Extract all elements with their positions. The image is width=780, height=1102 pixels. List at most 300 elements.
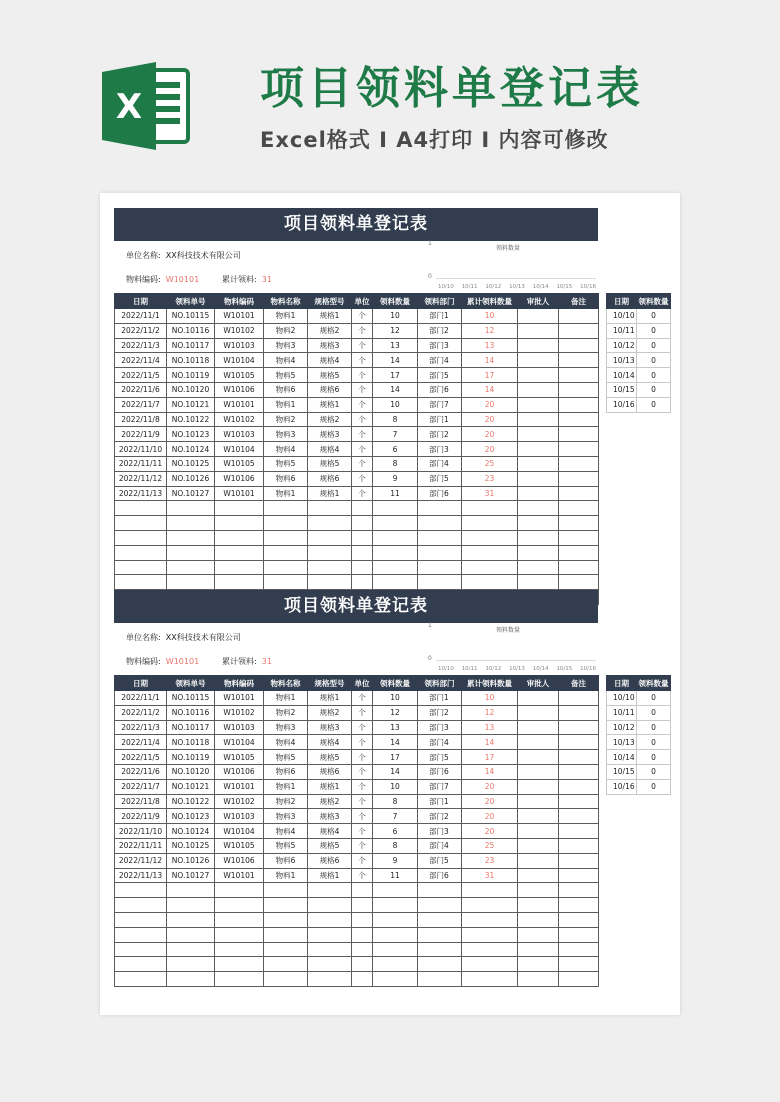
empty-cell[interactable] <box>167 516 215 531</box>
cell-quantity[interactable]: 8 <box>373 412 418 427</box>
cell-remark[interactable] <box>559 824 599 839</box>
empty-cell[interactable] <box>167 972 215 987</box>
cell-unit[interactable]: 个 <box>352 764 373 779</box>
cell-material-code[interactable]: W10105 <box>215 750 264 765</box>
cell-date[interactable]: 2022/11/6 <box>115 382 167 397</box>
cell-order-no[interactable]: NO.10119 <box>167 750 215 765</box>
cell-spec[interactable]: 规格3 <box>308 720 352 735</box>
empty-cell[interactable] <box>462 575 518 590</box>
cell-remark[interactable] <box>559 794 599 809</box>
empty-cell[interactable] <box>373 545 418 560</box>
empty-cell[interactable] <box>352 972 373 987</box>
cell-material-name[interactable]: 物料1 <box>264 486 308 501</box>
cell-spec[interactable]: 规格1 <box>308 779 352 794</box>
cell-spec[interactable]: 规格4 <box>308 824 352 839</box>
cell-unit[interactable]: 个 <box>352 323 373 338</box>
cell-department[interactable]: 部门2 <box>418 323 462 338</box>
empty-cell[interactable] <box>559 530 599 545</box>
empty-cell[interactable] <box>559 516 599 531</box>
cell-order-no[interactable]: NO.10126 <box>167 471 215 486</box>
cell-unit[interactable]: 个 <box>352 368 373 383</box>
cell-quantity[interactable]: 8 <box>373 456 418 471</box>
cell-unit[interactable]: 个 <box>352 750 373 765</box>
cell-approver[interactable] <box>518 442 559 457</box>
empty-cell[interactable] <box>115 912 167 927</box>
empty-cell[interactable] <box>559 942 599 957</box>
cell-approver[interactable] <box>518 427 559 442</box>
empty-cell[interactable] <box>167 898 215 913</box>
cell-material-code[interactable]: W10103 <box>215 338 264 353</box>
empty-cell[interactable] <box>518 516 559 531</box>
cell-spec[interactable]: 规格5 <box>308 838 352 853</box>
cell-department[interactable]: 部门6 <box>418 868 462 883</box>
cell-material-name[interactable]: 物料3 <box>264 720 308 735</box>
empty-cell[interactable] <box>308 957 352 972</box>
empty-cell[interactable] <box>373 898 418 913</box>
cell-remark[interactable] <box>559 809 599 824</box>
empty-cell[interactable] <box>418 575 462 590</box>
empty-cell[interactable] <box>462 942 518 957</box>
cell-material-name[interactable]: 物料5 <box>264 456 308 471</box>
cell-quantity[interactable]: 7 <box>373 427 418 442</box>
cell-material-code[interactable]: W10101 <box>215 397 264 412</box>
cell-unit[interactable]: 个 <box>352 809 373 824</box>
cell-quantity[interactable]: 11 <box>373 868 418 883</box>
cell-date[interactable]: 2022/11/12 <box>115 853 167 868</box>
empty-cell[interactable] <box>352 942 373 957</box>
empty-cell[interactable] <box>115 927 167 942</box>
cell-quantity[interactable]: 17 <box>373 750 418 765</box>
cell-cumulative-quantity[interactable]: 12 <box>462 323 518 338</box>
cell-quantity[interactable]: 8 <box>373 794 418 809</box>
empty-cell[interactable] <box>373 927 418 942</box>
cell-quantity[interactable]: 17 <box>373 368 418 383</box>
cell-material-code[interactable]: W10106 <box>215 382 264 397</box>
cell-department[interactable]: 部门7 <box>418 779 462 794</box>
cell-order-no[interactable]: NO.10123 <box>167 427 215 442</box>
cell-spec[interactable]: 规格2 <box>308 323 352 338</box>
cell-material-name[interactable]: 物料4 <box>264 824 308 839</box>
cell-order-no[interactable]: NO.10124 <box>167 824 215 839</box>
empty-cell[interactable] <box>559 972 599 987</box>
cell-material-code[interactable]: W10101 <box>215 486 264 501</box>
cell-department[interactable]: 部门3 <box>418 338 462 353</box>
empty-cell[interactable] <box>462 501 518 516</box>
empty-cell[interactable] <box>215 530 264 545</box>
empty-cell[interactable] <box>559 545 599 560</box>
cell-unit[interactable]: 个 <box>352 735 373 750</box>
cell-unit[interactable]: 个 <box>352 691 373 706</box>
empty-cell[interactable] <box>308 560 352 575</box>
empty-cell[interactable] <box>167 957 215 972</box>
cell-remark[interactable] <box>559 353 599 368</box>
cell-date[interactable]: 2022/11/1 <box>115 691 167 706</box>
empty-cell[interactable] <box>518 942 559 957</box>
empty-cell[interactable] <box>352 530 373 545</box>
empty-cell[interactable] <box>352 575 373 590</box>
cell-material-name[interactable]: 物料3 <box>264 427 308 442</box>
cell-order-no[interactable]: NO.10118 <box>167 353 215 368</box>
cell-remark[interactable] <box>559 705 599 720</box>
empty-cell[interactable] <box>264 545 308 560</box>
empty-cell[interactable] <box>308 927 352 942</box>
cell-quantity[interactable]: 14 <box>373 735 418 750</box>
cell-quantity[interactable]: 12 <box>373 323 418 338</box>
cell-order-no[interactable]: NO.10126 <box>167 853 215 868</box>
cell-date[interactable]: 2022/11/7 <box>115 397 167 412</box>
empty-cell[interactable] <box>518 912 559 927</box>
cell-approver[interactable] <box>518 471 559 486</box>
cell-date[interactable]: 2022/11/12 <box>115 471 167 486</box>
cell-quantity[interactable]: 10 <box>373 779 418 794</box>
cell-material-name[interactable]: 物料4 <box>264 353 308 368</box>
cell-cumulative-quantity[interactable]: 20 <box>462 809 518 824</box>
cell-spec[interactable]: 规格1 <box>308 309 352 324</box>
cell-date[interactable]: 2022/11/13 <box>115 486 167 501</box>
empty-cell[interactable] <box>167 883 215 898</box>
cell-spec[interactable]: 规格6 <box>308 853 352 868</box>
empty-cell[interactable] <box>308 883 352 898</box>
cell-approver[interactable] <box>518 397 559 412</box>
cell-cumulative-quantity[interactable]: 20 <box>462 779 518 794</box>
cell-cumulative-quantity[interactable]: 14 <box>462 353 518 368</box>
cell-material-code[interactable]: W10102 <box>215 412 264 427</box>
cell-cumulative-quantity[interactable]: 10 <box>462 309 518 324</box>
empty-cell[interactable] <box>352 501 373 516</box>
cell-cumulative-quantity[interactable]: 10 <box>462 691 518 706</box>
cell-material-name[interactable]: 物料5 <box>264 368 308 383</box>
cell-material-code[interactable]: W10102 <box>215 794 264 809</box>
cell-material-name[interactable]: 物料6 <box>264 853 308 868</box>
cell-quantity[interactable]: 14 <box>373 382 418 397</box>
empty-cell[interactable] <box>462 516 518 531</box>
cell-spec[interactable]: 规格3 <box>308 338 352 353</box>
cell-approver[interactable] <box>518 764 559 779</box>
empty-cell[interactable] <box>308 912 352 927</box>
cell-department[interactable]: 部门1 <box>418 794 462 809</box>
cell-date[interactable]: 2022/11/2 <box>115 705 167 720</box>
empty-cell[interactable] <box>418 883 462 898</box>
cell-order-no[interactable]: NO.10117 <box>167 720 215 735</box>
cell-remark[interactable] <box>559 368 599 383</box>
empty-cell[interactable] <box>115 560 167 575</box>
cell-approver[interactable] <box>518 720 559 735</box>
cell-cumulative-quantity[interactable]: 13 <box>462 338 518 353</box>
cell-material-name[interactable]: 物料1 <box>264 397 308 412</box>
cell-material-code[interactable]: W10102 <box>215 705 264 720</box>
cell-spec[interactable]: 规格1 <box>308 691 352 706</box>
cell-date[interactable]: 2022/11/11 <box>115 838 167 853</box>
cell-department[interactable]: 部门3 <box>418 824 462 839</box>
cell-order-no[interactable]: NO.10122 <box>167 794 215 809</box>
cell-spec[interactable]: 规格5 <box>308 368 352 383</box>
empty-cell[interactable] <box>352 912 373 927</box>
cell-material-code[interactable]: W10103 <box>215 427 264 442</box>
cell-department[interactable]: 部门6 <box>418 764 462 779</box>
cell-department[interactable]: 部门7 <box>418 397 462 412</box>
empty-cell[interactable] <box>115 942 167 957</box>
cell-material-name[interactable]: 物料6 <box>264 471 308 486</box>
empty-cell[interactable] <box>115 957 167 972</box>
cell-unit[interactable]: 个 <box>352 442 373 457</box>
cell-quantity[interactable]: 6 <box>373 442 418 457</box>
cell-quantity[interactable]: 10 <box>373 397 418 412</box>
cell-spec[interactable]: 规格4 <box>308 442 352 457</box>
empty-cell[interactable] <box>373 575 418 590</box>
cell-order-no[interactable]: NO.10116 <box>167 323 215 338</box>
cell-material-name[interactable]: 物料3 <box>264 338 308 353</box>
cell-approver[interactable] <box>518 824 559 839</box>
cell-cumulative-quantity[interactable]: 31 <box>462 486 518 501</box>
cell-spec[interactable]: 规格6 <box>308 382 352 397</box>
cell-remark[interactable] <box>559 309 599 324</box>
cell-approver[interactable] <box>518 779 559 794</box>
cell-department[interactable]: 部门3 <box>418 442 462 457</box>
cell-order-no[interactable]: NO.10119 <box>167 368 215 383</box>
cell-department[interactable]: 部门4 <box>418 735 462 750</box>
empty-cell[interactable] <box>264 501 308 516</box>
cell-material-code[interactable]: W10101 <box>215 779 264 794</box>
cell-quantity[interactable]: 14 <box>373 764 418 779</box>
empty-cell[interactable] <box>418 972 462 987</box>
cell-date[interactable]: 2022/11/4 <box>115 735 167 750</box>
empty-cell[interactable] <box>215 883 264 898</box>
empty-cell[interactable] <box>462 927 518 942</box>
empty-cell[interactable] <box>264 957 308 972</box>
cell-material-name[interactable]: 物料5 <box>264 750 308 765</box>
cell-department[interactable]: 部门4 <box>418 353 462 368</box>
empty-cell[interactable] <box>167 530 215 545</box>
cell-department[interactable]: 部门5 <box>418 750 462 765</box>
empty-cell[interactable] <box>264 927 308 942</box>
cell-spec[interactable]: 规格3 <box>308 427 352 442</box>
cell-quantity[interactable]: 14 <box>373 353 418 368</box>
cell-material-code[interactable]: W10103 <box>215 720 264 735</box>
cell-spec[interactable]: 规格1 <box>308 486 352 501</box>
empty-cell[interactable] <box>559 927 599 942</box>
cell-material-name[interactable]: 物料6 <box>264 382 308 397</box>
cell-department[interactable]: 部门2 <box>418 809 462 824</box>
cell-material-code[interactable]: W10104 <box>215 442 264 457</box>
empty-cell[interactable] <box>167 927 215 942</box>
cell-department[interactable]: 部门1 <box>418 691 462 706</box>
cell-cumulative-quantity[interactable]: 20 <box>462 824 518 839</box>
empty-cell[interactable] <box>352 516 373 531</box>
empty-cell[interactable] <box>264 575 308 590</box>
cell-order-no[interactable]: NO.10121 <box>167 779 215 794</box>
cell-spec[interactable]: 规格6 <box>308 471 352 486</box>
cell-remark[interactable] <box>559 853 599 868</box>
cell-date[interactable]: 2022/11/2 <box>115 323 167 338</box>
empty-cell[interactable] <box>418 516 462 531</box>
cell-approver[interactable] <box>518 309 559 324</box>
cell-material-code[interactable]: W10106 <box>215 853 264 868</box>
cell-spec[interactable]: 规格4 <box>308 353 352 368</box>
empty-cell[interactable] <box>215 560 264 575</box>
cell-date[interactable]: 2022/11/3 <box>115 720 167 735</box>
cell-unit[interactable]: 个 <box>352 838 373 853</box>
cell-unit[interactable]: 个 <box>352 397 373 412</box>
empty-cell[interactable] <box>115 501 167 516</box>
cell-unit[interactable]: 个 <box>352 338 373 353</box>
cell-date[interactable]: 2022/11/4 <box>115 353 167 368</box>
cell-approver[interactable] <box>518 486 559 501</box>
cell-order-no[interactable]: NO.10123 <box>167 809 215 824</box>
empty-cell[interactable] <box>418 927 462 942</box>
cell-remark[interactable] <box>559 412 599 427</box>
cell-department[interactable]: 部门3 <box>418 720 462 735</box>
empty-cell[interactable] <box>352 957 373 972</box>
cell-order-no[interactable]: NO.10115 <box>167 691 215 706</box>
empty-cell[interactable] <box>559 883 599 898</box>
cell-quantity[interactable]: 11 <box>373 486 418 501</box>
cell-cumulative-quantity[interactable]: 23 <box>462 471 518 486</box>
cell-unit[interactable]: 个 <box>352 427 373 442</box>
cell-department[interactable]: 部门1 <box>418 309 462 324</box>
cell-material-code[interactable]: W10105 <box>215 456 264 471</box>
empty-cell[interactable] <box>518 927 559 942</box>
cell-remark[interactable] <box>559 338 599 353</box>
empty-cell[interactable] <box>215 957 264 972</box>
empty-cell[interactable] <box>308 530 352 545</box>
empty-cell[interactable] <box>373 501 418 516</box>
cell-order-no[interactable]: NO.10116 <box>167 705 215 720</box>
cell-approver[interactable] <box>518 750 559 765</box>
empty-cell[interactable] <box>308 501 352 516</box>
cell-spec[interactable]: 规格2 <box>308 705 352 720</box>
cell-material-name[interactable]: 物料4 <box>264 735 308 750</box>
cell-quantity[interactable]: 10 <box>373 691 418 706</box>
cell-cumulative-quantity[interactable]: 14 <box>462 764 518 779</box>
cell-quantity[interactable]: 6 <box>373 824 418 839</box>
empty-cell[interactable] <box>352 545 373 560</box>
empty-cell[interactable] <box>308 545 352 560</box>
cell-material-name[interactable]: 物料4 <box>264 442 308 457</box>
cell-unit[interactable]: 个 <box>352 471 373 486</box>
empty-cell[interactable] <box>115 530 167 545</box>
empty-cell[interactable] <box>264 516 308 531</box>
empty-cell[interactable] <box>167 545 215 560</box>
cell-approver[interactable] <box>518 353 559 368</box>
cell-unit[interactable]: 个 <box>352 853 373 868</box>
cell-material-code[interactable]: W10106 <box>215 471 264 486</box>
cell-material-code[interactable]: W10101 <box>215 868 264 883</box>
empty-cell[interactable] <box>373 530 418 545</box>
empty-cell[interactable] <box>115 972 167 987</box>
cell-unit[interactable]: 个 <box>352 794 373 809</box>
cell-order-no[interactable]: NO.10127 <box>167 486 215 501</box>
empty-cell[interactable] <box>215 575 264 590</box>
empty-cell[interactable] <box>115 575 167 590</box>
empty-cell[interactable] <box>115 883 167 898</box>
empty-cell[interactable] <box>462 898 518 913</box>
empty-cell[interactable] <box>518 501 559 516</box>
cell-department[interactable]: 部门5 <box>418 368 462 383</box>
cell-remark[interactable] <box>559 382 599 397</box>
empty-cell[interactable] <box>308 898 352 913</box>
cell-remark[interactable] <box>559 323 599 338</box>
empty-cell[interactable] <box>418 957 462 972</box>
empty-cell[interactable] <box>373 560 418 575</box>
empty-cell[interactable] <box>559 898 599 913</box>
cell-remark[interactable] <box>559 471 599 486</box>
empty-cell[interactable] <box>518 972 559 987</box>
cell-department[interactable]: 部门2 <box>418 705 462 720</box>
cell-quantity[interactable]: 12 <box>373 705 418 720</box>
cell-approver[interactable] <box>518 456 559 471</box>
cell-quantity[interactable]: 10 <box>373 309 418 324</box>
cell-approver[interactable] <box>518 853 559 868</box>
empty-cell[interactable] <box>418 560 462 575</box>
empty-cell[interactable] <box>115 545 167 560</box>
empty-cell[interactable] <box>215 501 264 516</box>
cell-approver[interactable] <box>518 338 559 353</box>
empty-cell[interactable] <box>518 575 559 590</box>
cell-department[interactable]: 部门1 <box>418 412 462 427</box>
cell-material-name[interactable]: 物料2 <box>264 412 308 427</box>
cell-order-no[interactable]: NO.10125 <box>167 456 215 471</box>
cell-date[interactable]: 2022/11/3 <box>115 338 167 353</box>
cell-approver[interactable] <box>518 794 559 809</box>
empty-cell[interactable] <box>518 883 559 898</box>
cell-date[interactable]: 2022/11/1 <box>115 309 167 324</box>
cell-material-name[interactable]: 物料5 <box>264 838 308 853</box>
cell-material-name[interactable]: 物料1 <box>264 779 308 794</box>
cell-order-no[interactable]: NO.10121 <box>167 397 215 412</box>
empty-cell[interactable] <box>418 530 462 545</box>
cell-date[interactable]: 2022/11/7 <box>115 779 167 794</box>
cell-material-code[interactable]: W10105 <box>215 368 264 383</box>
cell-remark[interactable] <box>559 456 599 471</box>
empty-cell[interactable] <box>264 972 308 987</box>
empty-cell[interactable] <box>462 912 518 927</box>
empty-cell[interactable] <box>462 545 518 560</box>
empty-cell[interactable] <box>215 545 264 560</box>
empty-cell[interactable] <box>373 942 418 957</box>
cell-spec[interactable]: 规格5 <box>308 750 352 765</box>
empty-cell[interactable] <box>518 957 559 972</box>
empty-cell[interactable] <box>215 972 264 987</box>
cell-material-name[interactable]: 物料1 <box>264 868 308 883</box>
cell-department[interactable]: 部门5 <box>418 853 462 868</box>
empty-cell[interactable] <box>264 912 308 927</box>
empty-cell[interactable] <box>115 898 167 913</box>
empty-cell[interactable] <box>462 972 518 987</box>
cell-department[interactable]: 部门5 <box>418 471 462 486</box>
cell-spec[interactable]: 规格2 <box>308 794 352 809</box>
cell-order-no[interactable]: NO.10115 <box>167 309 215 324</box>
empty-cell[interactable] <box>373 883 418 898</box>
empty-cell[interactable] <box>462 957 518 972</box>
cell-remark[interactable] <box>559 397 599 412</box>
cell-material-name[interactable]: 物料6 <box>264 764 308 779</box>
cell-cumulative-quantity[interactable]: 14 <box>462 735 518 750</box>
cell-order-no[interactable]: NO.10125 <box>167 838 215 853</box>
empty-cell[interactable] <box>352 560 373 575</box>
cell-department[interactable]: 部门2 <box>418 427 462 442</box>
cell-remark[interactable] <box>559 720 599 735</box>
cell-approver[interactable] <box>518 691 559 706</box>
empty-cell[interactable] <box>308 516 352 531</box>
cell-date[interactable]: 2022/11/5 <box>115 750 167 765</box>
cell-date[interactable]: 2022/11/5 <box>115 368 167 383</box>
cell-unit[interactable]: 个 <box>352 720 373 735</box>
cell-approver[interactable] <box>518 735 559 750</box>
cell-remark[interactable] <box>559 764 599 779</box>
empty-cell[interactable] <box>167 942 215 957</box>
cell-quantity[interactable]: 7 <box>373 809 418 824</box>
cell-remark[interactable] <box>559 868 599 883</box>
